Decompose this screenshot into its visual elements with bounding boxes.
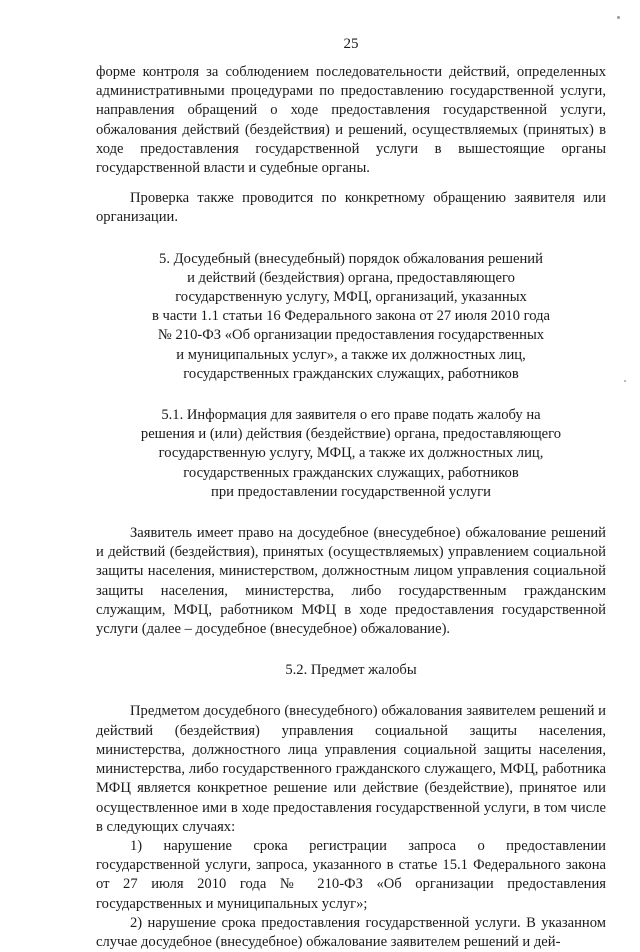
scan-speck	[624, 380, 626, 382]
list-item-1: 1) нарушение срока регистрации запроса о предоставлении государственной услуги, запроса, указанного в статье 15.1 Федерального закона от 27 июля 2010 года № 210-ФЗ «Об организации предоставления государственных и муниципальных услуг»;	[96, 837, 606, 912]
heading-line: государственную услугу, МФЦ, а также их должностных лиц,	[158, 445, 544, 462]
heading-line: 5. Досудебный (внесудебный) порядок обжалования решений	[159, 250, 543, 267]
paragraph-5-1: Заявитель имеет право на досудебное (внесудебное) обжалование решений и действий (бездействия), принятых (осуществляемых) управлением социальной защиты населения, министерством, должностным лицом управления социальной защиты населения, министерства, либо государственным гражданским служащим, МФЦ, работником МФЦ в ходе предоставления государственной услуги (далее – досудебное (внесудебное) обжалование).	[96, 525, 606, 638]
section-5-heading	[96, 250, 606, 384]
heading-line: государственных гражданских служащих, работников	[183, 365, 519, 382]
paragraph-5-2: Предметом досудебного (внесудебного) обжалования заявителем решений и действий (бездействия) управления социальной защиты населения, министерства, должностного лица управления социальной защиты населения, министерства, либо государственного гражданского служащего, МФЦ, работника МФЦ является конкретное решение или действие (бездействие), принятое или осуществленное ими в ходе предоставления государственной услуги, в том числе в следующих случаях:	[96, 703, 606, 835]
section-5-2-heading: 5.2. Предмет жалобы	[285, 662, 417, 679]
page-number: 25	[343, 36, 359, 52]
heading-line: в части 1.1 статьи 16 Федерального закона от 27 июля 2010 года	[151, 308, 551, 325]
heading-line: и муниципальных услуг», а также их должностных лиц,	[176, 346, 526, 363]
heading-line: и действий (бездействия) органа, предоставляющего	[187, 269, 515, 286]
paragraph-intro: форме контроля за соблюдением последовательности действий, определенных административными процедурами по предоставлению государственной услуги, направления обращений о ходе предоставления государственной услуги, обжалования действий (бездействия) и решений, осуществляемых (принятых) в ходе предоставления государственной услуги в вышестоящие органы государственной власти и судебные органы.	[96, 64, 606, 177]
heading-line: № 210-ФЗ «Об организации предоставления государственных	[157, 327, 545, 344]
heading-line: 5.1. Информация для заявителя о его праве подать жалобу на	[161, 407, 541, 424]
scan-speck	[617, 16, 620, 19]
heading-line: решения и (или) действия (бездействие) органа, предоставляющего	[140, 426, 562, 443]
heading-line: государственную услугу, МФЦ, организаций, указанных	[175, 289, 527, 306]
heading-line: государственных гражданских служащих, работников	[183, 464, 519, 481]
section-5-1-heading	[96, 406, 606, 502]
heading-line: при предоставлении государственной услуги	[211, 483, 491, 500]
paragraph-check: Проверка также проводится по конкретному обращению заявителя или организации.	[96, 190, 606, 226]
list-item-2: 2) нарушение срока предоставления государственной услуги. В указанном случае досудебное (внесудебное) обжалование заявителем решений и дей-	[96, 914, 606, 950]
